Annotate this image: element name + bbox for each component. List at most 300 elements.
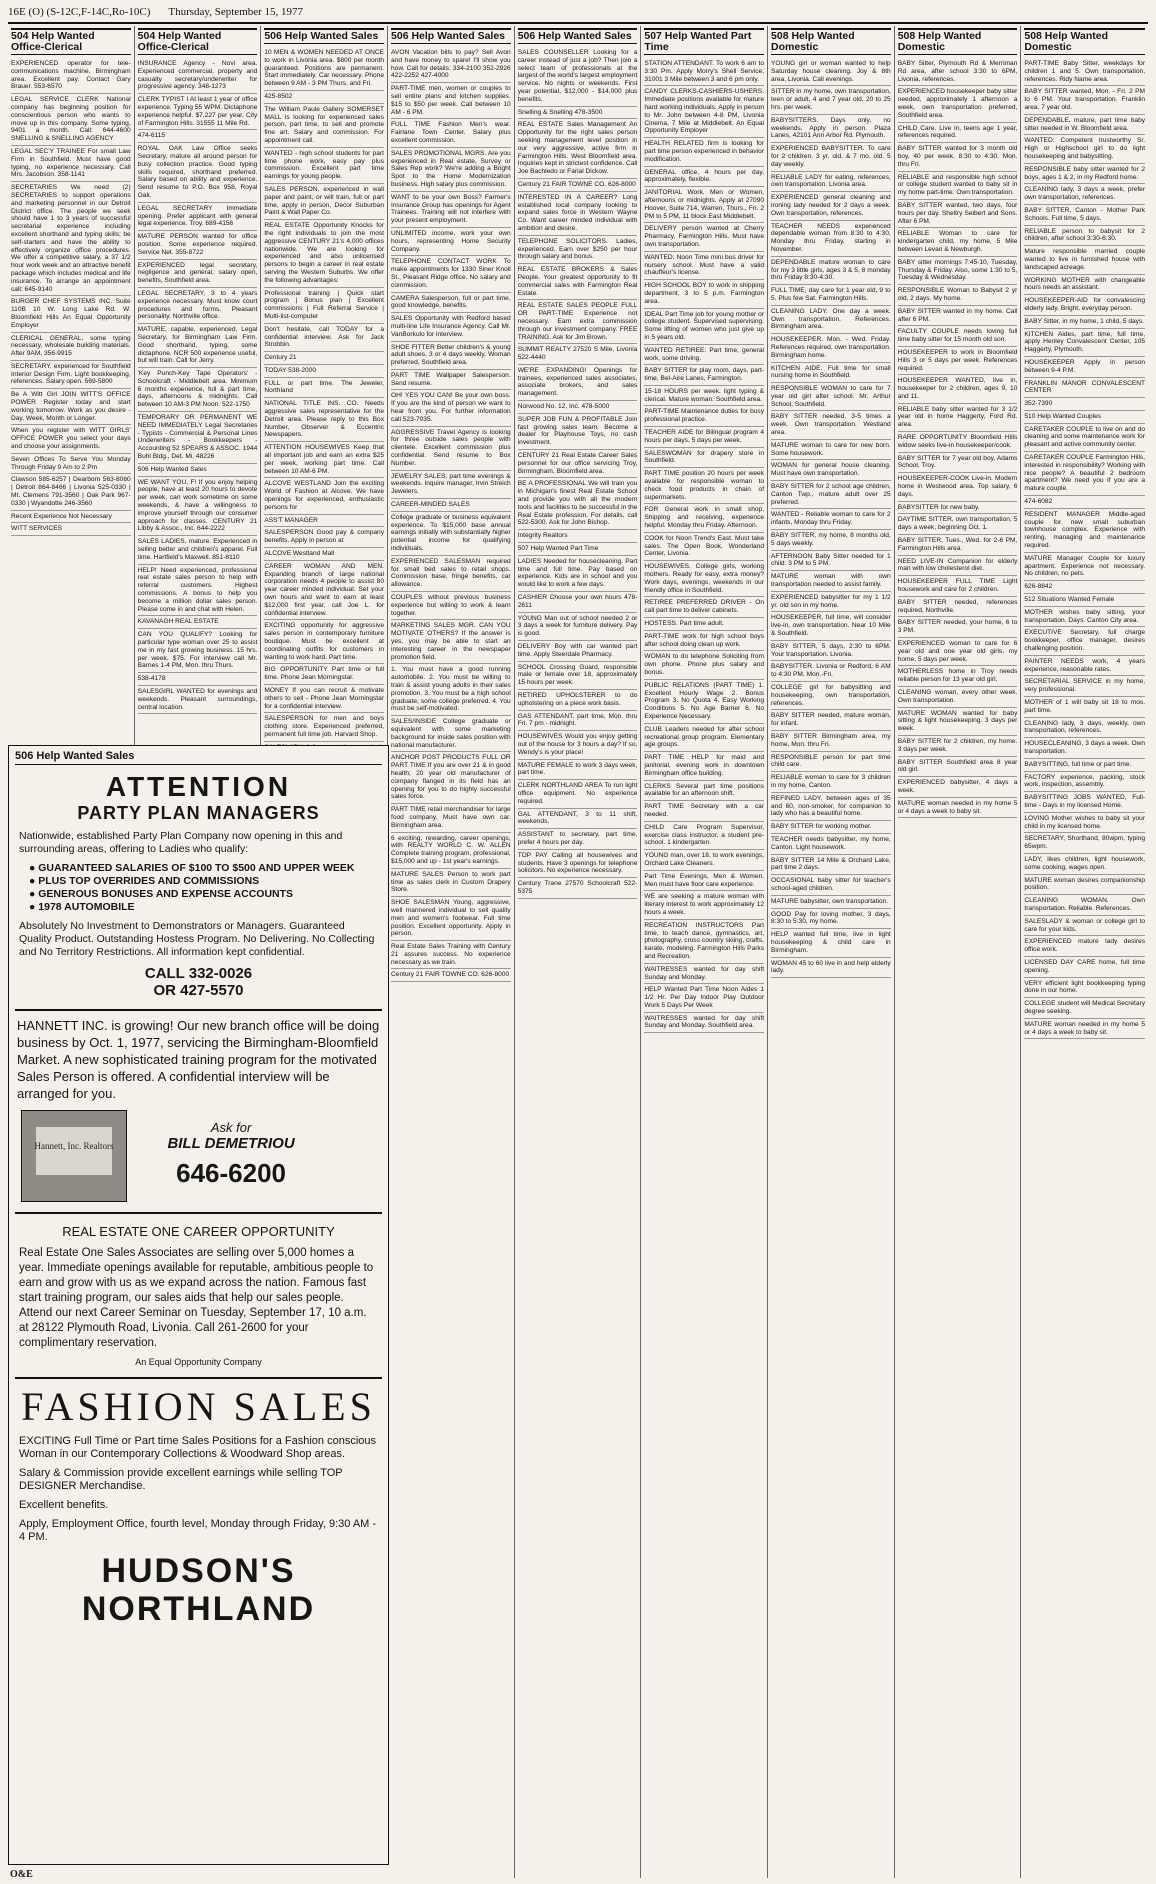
classified-ad: YOUNG Man out of school needed 2 or 3 days a week for furniture delivery. Pay is good. bbox=[518, 613, 638, 641]
divider bbox=[15, 1212, 382, 1214]
party-plan-intro: Nationwide, established Party Plan Company now opening in this and surrounding areas, offering to Ladies who qualify: bbox=[19, 830, 343, 855]
corner-code: O&E bbox=[10, 1869, 33, 1880]
classified-ad: Recent Experience Not Necessary bbox=[11, 511, 131, 524]
classified-ad: Integrity Realtors bbox=[518, 530, 638, 543]
classified-ad: SECRETARY, experienced for Southfield Interior Design Firm. Light bookkeeping, references. Salary open. 569-5800 bbox=[11, 361, 131, 389]
classified-ad: HIGH SCHOOL BOY to work in shipping department, 3 to 5 p.m. Farmington area. bbox=[644, 280, 764, 308]
classified-ad: UNLIMITED income, work your own hours, representing Home Security Company. bbox=[391, 228, 511, 256]
party-plan-heading: PARTY PLAN MANAGERS bbox=[77, 803, 320, 823]
classified-ad: OCCASIONAL baby sitter for teacher's school-aged children. bbox=[771, 875, 891, 896]
classified-ad: WOMAN 45 to 60 live in and help elderly lady. bbox=[771, 958, 891, 979]
classified-ad: MATURE woman desires companionship position. bbox=[1024, 875, 1145, 896]
classified-ad: BABY SITTER for play room, days, part-time, Bel-Aire Lanes, Farmington. bbox=[644, 365, 764, 386]
classified-ad: YOUNG girl or woman wanted to help Saturday house cleaning. Joy & 8th area, Livonia. Call evenings. bbox=[771, 58, 891, 86]
classified-ad: BABYSITTERS. Days only, no weekends. Apply in person. Plaza Lanes, 42101 Ann Arbor Rd. Plymouth. bbox=[771, 115, 891, 143]
classified-ad: IDEAL Part Time job for young mother or college student. Supervised supervising. Some lifting of women who just give up in 5 years old. bbox=[644, 309, 764, 345]
classified-ad: PUBLIC RELATIONS (PART TIME) 1. Excellent Hourly Wage 2. Bonus Program 3. No Quota 4. Easy Working Conditions 5. No Age Barrier 6. No Experience Necessary. bbox=[644, 680, 764, 724]
classified-ad: FULL TIME, day care for 1 year old, 9 to 5. Plus few Sat. Farmington Hills. bbox=[771, 285, 891, 306]
column-col1 bbox=[8, 26, 135, 765]
classified-ad: TEMPORARY OR PERMANENT WE NEED IMMEDIATELY Legal Secretaries - Typists - Commercial & Personal Lines Underwriters - Bookkeepers - Accounting 52 SPEARS & ASSOC. 1944 Buhl Bldg., Det. Mi. 48226 bbox=[138, 412, 258, 464]
classified-ad: PART TIME retail merchandiser for large food company. Must have own car. Birmingham area. bbox=[391, 804, 511, 832]
classified-ad: Snelling & Snelling 478-3500 bbox=[518, 107, 638, 120]
classified-ad: WE'RE EXPANDING! Openings for trainees, experienced sales associates, associate brokers, and sales management. bbox=[518, 365, 638, 401]
classified-ad: BURGER CHEF SYSTEMS INC. Suite 110B 10 W. Long Lake Rd. W. Bloomfield Hills An Equal Opportunity Employer bbox=[11, 296, 131, 332]
classified-ad: WORKING MOTHER with changeable hours needs an assistant. bbox=[1024, 275, 1145, 296]
classified-ad: MATURE woman with own transportation needed to assist family. bbox=[771, 571, 891, 592]
classified-ad: GOOD Pay for loving mother, 3 days, 8:30 to 5:30, my home. bbox=[771, 909, 891, 930]
eoe-note: An Equal Opportunity Company bbox=[135, 1357, 262, 1367]
fashion-sales-heading: FASHION SALES bbox=[21, 1384, 376, 1429]
benefit-item: ● 1978 AUTOMOBILE bbox=[29, 901, 368, 914]
classified-ad: RELIABLE Woman to care for kindergarten child, my home, 5 Mile between Levan & Newburgh. bbox=[898, 228, 1018, 256]
classified-ad: NEED LIVE-IN Companion for elderly man with low cholesterol diet. bbox=[898, 556, 1018, 577]
classified-ad: PART TIME HELP for maid and janitorial, evening work in downtown Birmingham office building. bbox=[644, 752, 764, 780]
classified-ad: HOUSEKEEPER to work in Bloomfield Hills 3 or 5 days per week. References required. bbox=[898, 347, 1018, 375]
classified-ad: Century 21 FAIR TOWNE CO. 626-8000 bbox=[391, 969, 511, 982]
classified-ad: LADY, likes children, light housework, some cooking, wages open. bbox=[1024, 854, 1145, 875]
section-header-sales: 506 Help Wanted Sales bbox=[15, 750, 382, 765]
section-header: 506 Help Wanted Sales bbox=[391, 28, 511, 44]
fashion-text-2: Salary & Commission provide excellent earnings while selling TOP DESIGNER Merchandise. bbox=[19, 1467, 343, 1492]
classified-ad: MATURE, capable, experienced, Legal Secretary, for Birmingham Law Firm. Good shorthand, typing, some dictaphone. NCR 500 experience useful, but will train. Call for Jerry. bbox=[138, 324, 258, 368]
classified-ad: CLUB Leaders needed for after school recreational group program. Elementary age groups. bbox=[644, 724, 764, 752]
classified-ad: BABY SITTER wanted, Mon. - Fri. 2 PM to 6 PM. Your transportation. Franklin area. 7 year old. bbox=[1024, 86, 1145, 114]
classified-ad: 'Key Punch-Key Tape Operators' - Schoolcraft - Middlebelt area. Minimum 6 months experience, full & part time, days, afternoons & midnights. Call between 10 AM-3 PM Noon. 522-1750 bbox=[138, 368, 258, 412]
classified-ad: AFTERNOON Baby Sitter needed for 1 child. 3 PM to 5 PM. bbox=[771, 551, 891, 572]
classified-ad: COLLEGE student will Medical Secretary degree seeking. bbox=[1024, 998, 1145, 1019]
classified-ad: CANDY CLERKS-CASHIERS-USHERS. Immediate positions available for mature hard working individuals. Apply in person to Mr. John between 4-8 PM, Livonia Cinema, 7 Mile at Middlebelt. An Equal Opportunity Employer bbox=[644, 86, 764, 138]
agent-photo bbox=[21, 1110, 127, 1202]
classified-ad: WAITRESSES wanted for day shift Sunday and Monday. Southfield area. bbox=[644, 1013, 764, 1034]
classified-ad: HOUSEKEEPER, full time, will consider live-in, own transportation. Near 10 Mile & Southfield. bbox=[771, 612, 891, 640]
classified-ad: SALESLADY & woman or college girl to care for your kids. bbox=[1024, 916, 1145, 937]
column-col4 bbox=[388, 26, 515, 1878]
classified-ad: TEACHER AIDE for Bilingual program 4 hours per days, 5 days per week. bbox=[644, 427, 764, 448]
classified-ad: WAITRESSES wanted for day shift Sunday and Monday. bbox=[644, 964, 764, 985]
classified-ad: WE are seeking a mature woman with literary interest to work approximately 12 hours a week. bbox=[644, 891, 764, 919]
classified-ad: Professional training | Quick start program | Bonus plan | Excellent commissions | Full Referral Service | Multi-list-computer bbox=[264, 288, 384, 324]
classified-ad: ASSISTANT to secretary, part time, prefer 4 hours per day. bbox=[518, 829, 638, 850]
classified-ad: RESPONSIBLE baby sitter wanted for 2 boys, ages 1 & 2, in my Redford home. bbox=[1024, 164, 1145, 185]
classified-ad: 474-6082 bbox=[1024, 496, 1145, 509]
classified-ad: MARKETING SALES MGR. CAN YOU MOTIVATE OTHERS? If the answer is yes, you may be able to start an interesting career in the newspaper promotion field. bbox=[391, 620, 511, 664]
classified-ad: TEACHER NEEDS experienced dependable woman from 8:30 to 4:30, Monday thru Friday, starting in November. bbox=[771, 221, 891, 257]
classified-ad: 510 Help Wanted Couples bbox=[1024, 411, 1145, 424]
classified-ad: College graduate or business equivalent experience. To $15,000 base annual earnings initially with substantially higher potential income for qualifying individuals. bbox=[391, 512, 511, 556]
fashion-text: EXCITING Full Time or Part time Sales Positions for a Fashion conscious Woman in our Contemporary Collections & Woodward Shop areas. bbox=[19, 1435, 377, 1460]
classified-ad: FULL TIME Fashion Men's wear. Fairlane Town Center. Salary plus excellent commission. bbox=[391, 119, 511, 147]
classified-ad: CARETAKER COUPLE to live on and do cleaning and some maintenance work for pleasant and active community center. bbox=[1024, 424, 1145, 452]
column-col3 bbox=[261, 26, 388, 765]
benefit-item: ● GUARANTEED SALARIES OF $100 TO $500 AND UPPER WEEK bbox=[29, 862, 368, 875]
classified-ad: BABY SITTER for 2 school age children, Canton Twp., mature adult over 25 preferred. bbox=[771, 481, 891, 509]
classified-ad: BABY SITTER, Canton - Mother Park Schools. Full time, 5 days. bbox=[1024, 205, 1145, 226]
classified-ad: DELIVERY Boy with car wanted part time. Apply Steerdale Pharmacy. bbox=[518, 641, 638, 662]
classified-ad: INTERESTED IN A CAREER? Long established local company looking to expand sales force in Western Wayne Co. Want career minded individual with ambition and desire. bbox=[518, 192, 638, 236]
classified-ad: RELIABLE LADY for eating, references, own transportation. Livonia area. bbox=[771, 172, 891, 193]
section-header: 508 Help Wanted Domestic bbox=[771, 28, 891, 55]
classified-ad: PART-TIME Maintenance duties for busy professional practice. bbox=[644, 406, 764, 427]
classified-ad: BABY SITTER needed. 3-5 times a week. Own transportation. Westland area. bbox=[771, 411, 891, 439]
classified-ad: MOTHER of 1 will baby sit 18 to mos. part time. bbox=[1024, 697, 1145, 718]
classified-ad: BABY SITTER needed, your home, 6 to 3 PM. bbox=[898, 617, 1018, 638]
classified-ad: When you register with WITT GIRLS' OFFICE POWER you select your days and choose your assignments. bbox=[11, 425, 131, 453]
classified-ad: DEPENDABLE mature woman to care for my 3 little girls, ages 3 & 5, 8 monday thru Friday 8:30-4:30. bbox=[771, 257, 891, 285]
classified-ad: DAYTIME SITTER, own transportation, 5 days a week, beginning Oct. 1. bbox=[898, 514, 1018, 535]
classified-ad: SALES PERSON, experienced in wall paper and paint, or will train, full or part time, apply in person, Decor Suburban Paint & Wall Paper Co. bbox=[264, 184, 384, 220]
classified-ad: Clawson 585-6257 | Dearborn 563-8060 | Detroit 864-8466 | Livonia 525-0330 | Mt. Clemens 791-3560 | Oak Park 967-0330 | Wyandotte 246-3560 bbox=[11, 474, 131, 510]
classified-ad: WANTED RETIREE: Part time, general work, some driving. bbox=[644, 345, 764, 366]
classified-ad: BABY Sitter, in my home, 1 child, 5 days. bbox=[1024, 316, 1145, 329]
column-col6 bbox=[641, 26, 768, 1878]
section-header: 506 Help Wanted Sales bbox=[518, 28, 638, 44]
classified-ad: OH! YES YOU CAN! Be your own boss. If you are the kind of person we want to hear from you. For further information call 523-7035. bbox=[391, 390, 511, 426]
classified-ad: AGGRESSIVE Travel Agency is looking for three outside sales people with clientele. Excellent commission plus confidential. Send resume to Box Number. bbox=[391, 427, 511, 471]
classified-ad: PART TIME Secretary with a car needed. bbox=[644, 801, 764, 822]
column-col8 bbox=[895, 26, 1022, 1878]
classified-ad: 15-18 HOURS per week, light typing & clerical. Mature woman. Southfield area. bbox=[644, 386, 764, 407]
classified-ad: HOUSEKEEPER-COOK Live-in. Modern home in Westwood area. Top salary, 6 days. bbox=[898, 473, 1018, 501]
classified-ad: WE WANT YOU, F! If you enjoy helping people, have at least 20 hours to devote per week, can work sometime on some weekends, & have a willingness to improve yourself through our consumer approach for classes. CENTURY 21 Libby & Assoc., Inc. 644-2222 bbox=[138, 477, 258, 537]
classified-ad: PART TIME Wallpaper Salesperson. Send resume. bbox=[391, 370, 511, 391]
classified-ad: SECRETARIAL SERVICE in my home, very professional. bbox=[1024, 676, 1145, 697]
section-header: 508 Help Wanted Domestic bbox=[898, 28, 1018, 55]
classified-ad: LEGAL SECRETARY Immediate opening. Prefer applicant with general legal experience. Troy. 689-4156 bbox=[138, 203, 258, 231]
classified-ad: BABY SITTER for working mother. bbox=[771, 821, 891, 834]
classified-ad: Norwood No. 12, Inc. 478-5000 bbox=[518, 401, 638, 414]
classified-ad: 10 MEN & WOMEN NEEDED AT ONCE to work in Livonia area. $800 per month guaranteed. Positions are permanent. Start immediately. Car necessary. Phone between 9 AM - 3 PM Thurs. and Fri. bbox=[264, 47, 384, 91]
classified-ad: EXPERIENCED legal secretary, negligence and general, salary open, benefits, Southfield area. bbox=[138, 260, 258, 288]
classified-ad: REAL ESTATE Sales Management An Opportunity for the right sales person seeking management level position in our very aggressive, active firm in Farmington Hills. West Bloomfield area. Inquiries kept in strictest confidence. Call Joe Bachledo or Farial Dickow. bbox=[518, 119, 638, 179]
classified-ad: MATURE WOMAN wanted for baby sitting & light housekeeping. 3 days per week. bbox=[898, 708, 1018, 736]
classified-ad: CAREER WOMAN AND MEN. Expanding branch of large national corporation needs 4 people to assist 80 year career minded individual. Set your own hours and want to earn at least $12,000 first year, call Joe L. for confidential interview. bbox=[264, 561, 384, 621]
classified-ad: HOUSEWIVES Would you enjoy getting out of the house for 3 hours a day? If so, Wendy's is your place! bbox=[518, 731, 638, 759]
classified-ad: BABY sitter mornings 7:45-10, Tuesday, Thursday & Friday. Also, some 1:30 to 5, Tuesday & Wednesday. bbox=[898, 257, 1018, 285]
classified-ad: CAN YOU QUALIFY? Looking for particular type woman over 25 to assist me in my fast growing business. 15 hrs. per week. $75. For interview call Mr. Barnes 1-4 PM, Mon. thru Thurs. bbox=[138, 629, 258, 673]
ask-for-label: Ask for bbox=[210, 1120, 252, 1135]
benefit-item: ● PLUS TOP OVERRIDES AND COMMISSIONS bbox=[29, 875, 368, 888]
classified-ad: SHOE FITTER Better children's & young adult shoes. 3 or 4 days weekly. Woman preferred, Southfield area. bbox=[391, 342, 511, 370]
classified-ad: SHOE SALESMAN Young, aggressive, well mannered individual to sell quality men and women's footwear. Full time position. Excellent opportunity. Apply in person. bbox=[391, 897, 511, 941]
classified-ad: HOUSEKEEPER-AID for convalescing elderly lady. Bright, everyday person. bbox=[1024, 295, 1145, 316]
classified-ad: SALES Opportunity with Redford based multi-line Life Insurance Agency. Call Mr. VanBorkulo for interview. bbox=[391, 313, 511, 341]
classified-ad: MATURE woman to care for new born. Some housework. bbox=[771, 440, 891, 461]
classified-ad: TOP PAY Calling all housewives and students. Have 3 openings for telephone solicitors. No experience necessary. bbox=[518, 850, 638, 878]
attention-heading: ATTENTION bbox=[105, 771, 292, 802]
classified-ad: INSURANCE Agency - Novi area. Experienced commercial, property and casualty secretary/underwriter for progressive agency. 348-1273 bbox=[138, 58, 258, 94]
display-ads-block bbox=[8, 745, 389, 1865]
classified-ad: KAVANAGH REAL ESTATE bbox=[138, 616, 258, 629]
classified-ad: ANCHOR POST PRODUCTS FULL OR PART TIME If you are over 21 & in good health; 20 year old manufacturer of company flanged in its field has an opening for you to do highly successful sales force. bbox=[391, 752, 511, 804]
classified-ad: SECRETARY, Shorthand, 80wpm, typing 65wpm. bbox=[1024, 833, 1145, 854]
classified-ad: RELIABLE baby sitter wanted for 3 1/2 year old in home Haggerty, Ford Rd. area. bbox=[898, 404, 1018, 432]
classified-ad: MATURE woman needed in my home 5 or 4 days a week to baby sit. bbox=[898, 798, 1018, 819]
classified-ad: MOTHER wishes baby sitting, your transportation. Days. Canton City area. bbox=[1024, 607, 1145, 628]
classified-ad: BE A PROFESSIONAL We will train you in Michigan's finest Real Estate School and provide you with all the modern tools and facilities to be successful in the Real Estate profession. For details, call 522-5300. Ask for John Bishop. bbox=[518, 478, 638, 530]
classified-ad: HOUSEKEEPER. Mon. - Wed. Friday. References required, own transportation. Birmingham home. bbox=[771, 334, 891, 362]
classified-ad: BABY SITTER, my home, 8 months old, 5 days weekly. bbox=[771, 530, 891, 551]
section-header: 504 Help Wanted Office-Clerical bbox=[138, 28, 258, 55]
classified-ad: WANTED - Reliable woman to care for 2 infants, Monday thru Friday. bbox=[771, 509, 891, 530]
classified-ad: EXPERIENCED woman to care for 6 year old and one year old girls, my home, 5 days per week. bbox=[898, 638, 1018, 666]
classified-ad: MONEY If you can recruit & motivate others to sell - Phone Jean Morningstar for a confidential interview. bbox=[264, 685, 384, 713]
classified-ad: 352-7390 bbox=[1024, 398, 1145, 411]
classified-ad: CLERKS Several part time positions available for an afternoon shift. bbox=[644, 781, 764, 802]
classified-ad: CHILD Care Program Supervisor, exercise class instructor, a student pre-school. 1 kindergarten. bbox=[644, 822, 764, 850]
classified-ad: EXECUTIVE Secretary, full charge bookkeeper, office manager, desires challenging position. bbox=[1024, 627, 1145, 655]
classified-ad: CLERK TYPIST I At least 1 year of office experience. Typing 55 WPM. Dictaphone experience helpful. $7,227 per year. City of Farmington Hills. 31555 11 Mile Rd. bbox=[138, 94, 258, 130]
section-header: 507 Help Wanted Part Time bbox=[644, 28, 764, 55]
classified-ad: EXPERIENCED SALESMAN required for small bed sales to retail shops. Commission base, fringe benefits, car allowance. bbox=[391, 556, 511, 592]
classified-ad: CAMERA Salesperson, full or part time, good knowledge, benefits. bbox=[391, 293, 511, 314]
classified-ad: FACTORY experience, packing, stock work, inspection, assembly. bbox=[1024, 772, 1145, 793]
classified-ad: 507 Help Wanted Part Time bbox=[518, 543, 638, 556]
classified-ad: SCHOOL Crossing Guard, responsible male or female over 18, approximately 15 hours per week. bbox=[518, 662, 638, 690]
classified-ad: BABYSITTING, full time or part time. bbox=[1024, 759, 1145, 772]
classified-ad: KITCHEN Aides, part time, full time, apply Henley Convalescent Center, 105 Haggerty, Plymouth. bbox=[1024, 329, 1145, 357]
classified-ad: WOMAN to do telephone Soliciting from own phone. Phone plus salary and bonus. bbox=[644, 651, 764, 679]
classified-ad: CLEANING lady, 3 days, weekly, own transportation, references. bbox=[1024, 718, 1145, 739]
column-col5 bbox=[515, 26, 642, 1878]
classified-ad: SALES LADIES, mature. Experienced in selling better and children's apparel. Full time. Hartfield's Maxwell. 851-8110 bbox=[138, 536, 258, 564]
classified-ad: BABYSITTER. Livonia or Redford, 6 AM to 4:30 PM, Mon.-Fri. bbox=[771, 661, 891, 682]
classified-ad: DEPENDABLE, mature, part time baby sitter needed in W. Bloomfield area. bbox=[1024, 115, 1145, 136]
classified-ad: CASHIER Choose your own hours 478-2611 bbox=[518, 592, 638, 613]
classified-ad: RECREATION INSTRUCTORS Part time, to teach dance, gymnastics, art, photography, cross country skiing, crafts, karate, modeling. Farmington Hills Parks and Recreation. bbox=[644, 920, 764, 964]
classified-ad: KITCHEN AIDE. Full time for small nursing home in Southfield. bbox=[771, 363, 891, 384]
classified-ad: ASS'T MANAGER bbox=[264, 515, 384, 528]
real-estate-one-text: Real Estate One Sales Associates are selling over 5,000 homes a year. Immediate openings available for reputable, ambitious people to earn and grow with us as we expand across the nation. Famous fast start training program, our sales aids that help our sales people. Attend our next Career Seminar on Tuesday, September 17, 10 a.m. at 28122 Plymouth Road, Livonia. Call 261-2600 for your complimentary reservation. bbox=[19, 1247, 374, 1349]
alt-number: OR 427-5570 bbox=[153, 982, 244, 999]
hannett-text: HANNETT INC. is growing! Our new branch office will be doing business by Oct. 1, 1977, servicing the Birmingham-Bloomfield Market. A new sophisticated training program for the motivated Sales Person is offered. A confidential interview will be arranged for you. bbox=[17, 1018, 380, 1101]
classified-ad: BABY SITTER wanted in my home. Call after 6 PM. bbox=[898, 306, 1018, 327]
classified-ad: HOUSEKEEPER WANTED, live in, housekeeper for 2 children, ages 9, 10 and 11. bbox=[898, 375, 1018, 403]
classified-ad: BABY SITTER needed, mature woman, for infant. bbox=[771, 710, 891, 731]
classified-ad: FACULTY COUPLE needs loving full time baby sitter for 15 month old son. bbox=[898, 326, 1018, 347]
classified-ad: ROYAL OAK Law Office seeks Secretary, mature all around person for busy collection practice. Good typing skills required, shorthand preferred. Salary based on ability and experience. Send resume to P.O. Box 958, Royal Oak. bbox=[138, 143, 258, 203]
classified-ad: BABY SITTER needed, references required, Northville. bbox=[898, 597, 1018, 618]
classified-ad: CLERICAL GENERAL, some typing necessary, wholesale building materials. After 9AM, 356-9915 bbox=[11, 333, 131, 361]
classified-ad: BABYSITTING JOBS WANTED, Full-time - Days in my licensed Home. bbox=[1024, 792, 1145, 813]
benefit-item: ● GENEROUS BONUSES AND EXPENSE ACCOUNTS bbox=[29, 888, 368, 901]
page-folio bbox=[8, 6, 1148, 24]
classified-ad: YOUNG man, over 18, to work evenings, Orchard Lake Cleaners. bbox=[644, 850, 764, 871]
hannett-contact-row bbox=[15, 1106, 382, 1202]
classified-ad: SUPER JOB FUN & PROFITABLE Join fast growing sales team. Become a dealer for Playhouse Toys, no cash investment. bbox=[518, 414, 638, 450]
ask-for-block bbox=[167, 1120, 294, 1189]
classified-ad: EXCITING opportunity for aggressive sales person in contemporary furniture boutique. Must be excellent at coordinating outfits for customers in wanting to work hard. Part time. bbox=[264, 620, 384, 664]
section-header: 504 Help Wanted Office-Clerical bbox=[11, 28, 131, 55]
classified-ad: BABY SITTER, 5 days, 2:30 to 6PM. Your transportation. Livonia. bbox=[771, 641, 891, 662]
classified-ad: Seven Offices To Serve You Monday Through Friday 9 Am to 2 Pm bbox=[11, 454, 131, 475]
classified-ad: 538-4178 bbox=[138, 673, 258, 686]
section-header: 508 Help Wanted Domestic bbox=[1024, 28, 1145, 55]
classified-ad: BABYSITTER for new baby. bbox=[898, 502, 1018, 515]
classified-ad: SUMMIT REALTY 27520 S Mile, Livonia 522-4440 bbox=[518, 344, 638, 365]
classified-ad: 626-8842 bbox=[1024, 581, 1145, 594]
classified-ad: EXPERIENCED general cleaning and ironing lady needed for 2 days a week. Own transportation, references. bbox=[771, 192, 891, 220]
classified-ad: SALES/INSIDE College graduate or equivalent with some marketing background for inside sales position with national manufacturer. bbox=[391, 716, 511, 752]
classified-ad: MATURE PERSON wanted for office position. Some experience required. Service Net. 355-8722 bbox=[138, 231, 258, 259]
classified-ad: BIG OPPORTUNITY Part time or full time. Phone Jean Morningstar. bbox=[264, 664, 384, 685]
classified-ad: WANT to be your own Boss? Farmer's Insurance Group has openings for Agent Trainees. Training will not interfere with your present employment. bbox=[391, 192, 511, 228]
classified-ad: ALCOVE WESTLAND Join the exciting World of Fashion at Alcove. We have openings for experienced, enthusiastic persons for bbox=[264, 478, 384, 514]
classified-ad: CLEANING WOMAN. Own transportation. Reliable. References. bbox=[1024, 895, 1145, 916]
folio-code: 16E (O) (S-12C,F-14C,Ro-10C) bbox=[8, 6, 151, 18]
party-plan-note: Absolutely No Investment to Demonstrators or Managers. Guaranteed Quality Product. Outstanding Hostess Program. No Delivering. No Collecting and No Territory Restrictions. All information kept confidential. bbox=[19, 920, 375, 958]
classified-ad: RELIABLE person to babysit for 2 children, after school 3:30-6:30. bbox=[1024, 226, 1145, 247]
classified-ad: RESIDENT MANAGER Middle-aged couple for new small suburban townhouse complex. Experience with renting, managing and maintenance required. bbox=[1024, 509, 1145, 553]
classified-ad: HELP wanted full time, live in light housekeeping & child care in Birmingham. bbox=[771, 929, 891, 957]
classified-ad: HELP Wanted Part Time Noon Aides 1 1/2 Hr. Per Day Indoor Play Outdoor Work 5 Days Per Week bbox=[644, 984, 764, 1012]
classified-ad: HOSTESS. Part time adult. bbox=[644, 618, 764, 631]
classified-ad: TODAY 538-2000 bbox=[264, 365, 384, 378]
classified-ad: 1. You must have a good running automobile. 2. You must be willing to train & assist young adults in their sales promotion. 3. You must be a high school graduate, some college preferred. 4. You must be self-motivated. bbox=[391, 664, 511, 716]
classified-ad: SITTER in my home, own transportation, teen or adult, 4 and 7 year old, 20 to 25 hrs. per week. bbox=[771, 86, 891, 114]
classified-ad: RESPONSIBLE person for part time child care. bbox=[771, 752, 891, 773]
classified-ad: RELIABLE and responsible high school or college student wanted to baby sit in my home part-time. Own transportation. bbox=[898, 172, 1018, 200]
classified-ad: Century Trane 27570 Schoolcraft 522-5375 bbox=[518, 878, 638, 899]
classified-ad: STATION ATTENDANT. To work 6 am to 3:30 Pm. Apply Morry's Shell Service, 31001 3 Mile between 3 and 6 pm only. bbox=[644, 58, 764, 86]
classified-ad: REAL ESTATE Opportunity Knocks for the right individuals to join the most aggressive CENTURY 21's 4,000 offices nationwide. We are looking for experienced and also unlicensed persons to begin a career in real estate serving the Western Suburbs. We offer the following advantages: bbox=[264, 220, 384, 287]
classified-ad: EXPERIENCED operator for tele-communications machine. Birmingham area. Excellent pay. Contact Gary Brauer. 553-6570 bbox=[11, 58, 131, 94]
classified-ad: Don't hesitate, call TODAY for a confidential interview. Ask for Jack Strobbin. bbox=[264, 324, 384, 352]
classified-ad: JEWELRY SALES, part time evenings & weekends. Inquire manager, Irvin Streich Jewelers. bbox=[391, 471, 511, 499]
classified-ad: FOR General work in small shop. Shipping and receiving, experience helpful. Monday thru Friday. Afternoon. bbox=[644, 504, 764, 532]
classified-ad: RETIRED UPHOLSTERER to do upholstering on a piece work basis. bbox=[518, 690, 638, 711]
classified-ad: MATURE SALES Person to work part time as sales clerk in Custom Drapery Store. bbox=[391, 869, 511, 897]
classified-ad: PART-TIME work for high school boys after school doing clean up work. bbox=[644, 631, 764, 652]
classified-ad: NATIONAL TITLE INS. CO. Needs aggressive sales representative for the Detroit area. Please reply to this Box Number, Observer & Eccentric Newspapers. bbox=[264, 398, 384, 442]
classified-ad: SALES COUNSELLER Looking for a career instead of just a job? Then join a select team of professionals at the largest of the world's largest employment service. No nights or weekends. First year potential, $12,000 - $14,000 plus benefits. bbox=[518, 47, 638, 107]
classified-ad: BABY SITTER for 7 year old boy, Adams School, Troy. bbox=[898, 453, 1018, 474]
classified-ad: BABY SITTER 14 Mile & Orchard Lake, part time 2 days. bbox=[771, 855, 891, 876]
apply-text: Apply, Employment Office, fourth level, Monday through Friday, 9:30 AM - 4 PM. bbox=[19, 1518, 377, 1543]
classified-ad: GAL ATTENDANT, 3 to 11 shift, weekends. bbox=[518, 809, 638, 830]
classified-ad: BABY SITTER wanted, two days, four hours per day. Sheltry Seibert and Sons. After 6 PM. bbox=[898, 200, 1018, 228]
benefit-list bbox=[29, 862, 368, 914]
classified-ad: Part Time Evenings, Men & Women. Men must have floor care experience. bbox=[644, 871, 764, 892]
classified-ad: SECRETARIES We need (2) SECRETARIES to support operations and marketing personnel in our Detroit District office. The people we seek should have 1 to 3 years of successful secretarial experience including excellent shorthand and typing skills; be self-starters and have the ability to effectively organize office procedures. We offer a competitive salary, a 37 1/2 hour work week and an attractive benefit package which includes medical and life insurance. To arrange an appointment call: 645-9140 bbox=[11, 182, 131, 296]
classified-ad: MATURE FEMALE to work 3 days week, part time. bbox=[518, 760, 638, 781]
section-header: 506 Help Wanted Sales bbox=[264, 28, 384, 44]
classified-ad: PART TIME position 20 hours per week available for responsible woman to check food products in chain of supermarkets. bbox=[644, 468, 764, 504]
column-col9 bbox=[1021, 26, 1148, 1878]
classified-ad: RETIREE PREFERRED DRIVER - On call part time to deliver cabinets. bbox=[644, 597, 764, 618]
classified-ad: HOUSEWIVES. College girls, working mothers. Ready for easy, extra money? Work days, evenings, weekends in our friendly office in Southfield. bbox=[644, 561, 764, 597]
classified-ad: BABY SITTER Birmingham area, my home, Mon. thru Fri. bbox=[771, 731, 891, 752]
classified-ad: LADIES Needed for housecleaning. Part time and full time. Pay based on experience. Kids are in school and you would like to work a few days. bbox=[518, 556, 638, 592]
classified-ad: EXPERIENCED mature lady desires office work. bbox=[1024, 936, 1145, 957]
classified-ad: VERY efficient light bookkeeping typing done in our home. bbox=[1024, 978, 1145, 999]
classified-ad: CLEANING lady, 3 days a week, prefer own transportation, references. bbox=[1024, 184, 1145, 205]
classified-ad: MOTHERLESS home in Troy needs reliable person for 13 year old girl. bbox=[898, 666, 1018, 687]
classified-ad: MATURE woman needed in my home 5 or 4 days a week to baby sit. bbox=[1024, 1019, 1145, 1040]
classified-ad: PART-TIME Baby Sitter, weekdays for children 1 and 5. Own transportation, references. Ridy Name area. bbox=[1024, 58, 1145, 86]
classified-ad: Century 21 FAIR TOWNE CO. 626-8000 bbox=[518, 179, 638, 192]
classified-ad: COUPLES without previous business experience but willing to work & learn together. bbox=[391, 592, 511, 620]
classified-ad: MATURE Manager Couple for luxury apartment. Experience not necessary. No children, no pets. bbox=[1024, 553, 1145, 581]
classified-ad: Mature responsible married couple wanted to live in furnished house with landscaped acreage. bbox=[1024, 246, 1145, 274]
classified-ad: 474-6115 bbox=[138, 130, 258, 143]
classified-ad: DELIVERY person wanted at Cherry Pharmacy, Farmington Hills. Must have own transportation. bbox=[644, 223, 764, 251]
classified-ad: WOMAN for general house cleaning. Must have own transportation. bbox=[771, 460, 891, 481]
photo-caption-text: Hannett, Inc. Realtors bbox=[34, 1141, 114, 1151]
classified-ad: GAS ATTENDANT, part time, Mon. thru Fri. 7 pm - midnight. bbox=[518, 711, 638, 732]
divider bbox=[15, 1009, 382, 1011]
classified-ad: TEACHER needs babysitter, my home, Canton. Light housework. bbox=[771, 834, 891, 855]
classified-ad: 512 Situations Wanted Female bbox=[1024, 594, 1145, 607]
classified-ad: 6 exciting, rewarding, career openings, with REALTY WORLD C. W. ALLEN Complete training program, professional, $15,000 and up - 1st year's earnings. bbox=[391, 833, 511, 869]
classified-ad: TELEPHONE SOLICITORS. Ladies, experienced. Earn over $250 per hour through salary and bonus. bbox=[518, 236, 638, 264]
classified-ad: BABY SITTER for 2 children, my home. 3 days per week. bbox=[898, 736, 1018, 757]
ask-for-phone: 646-6200 bbox=[176, 1158, 287, 1188]
classified-ad: SALESPERSON Good pay & company benefits. Apply in person at bbox=[264, 527, 384, 548]
classified-ad: SALESPERSON for men and boys clothing store. Experienced preferred, permanent full time job. Harvard Shop. bbox=[264, 713, 384, 741]
classified-ad: RESPONSIBLE WOMAN to care for 7 year old girl after school. Mr. Arthur School. Southfield. bbox=[771, 383, 891, 411]
hudsons-logo: HUDSON'S NORTHLAND bbox=[81, 1552, 316, 1628]
classified-ad: HELP! Need experienced, professional real estate sales person to help with referral customers. Highest commissions. A bonus to help you become a million dollar sales person. Please come in and chat with Helen. bbox=[138, 565, 258, 617]
classified-ad: HOUSEKEEPER Apply in person between 9-4 P.M. bbox=[1024, 357, 1145, 378]
classified-ad: LEGAL SERVICE CLERK National company has beginning position for conscientious person who wants to move up in this company. Some typing, 9401 a month. Call: 644-4600 SNELLING & SNELLING AGENCY bbox=[11, 94, 131, 146]
real-estate-one-title: REAL ESTATE ONE CAREER OPPORTUNITY bbox=[62, 1224, 335, 1239]
classified-ad: WANTED: Noon Time mini bus driver for nursery school. Must have a valid chauffeur's license. bbox=[644, 252, 764, 280]
classified-ad: EXPERIENCED BABYSITTER. To care for 2 children. 3 yr. old. & 7 mo. old. 5 day weekly. bbox=[771, 143, 891, 171]
classified-ad: HOUSEKEEPER FULL TIME Light housework and care for 2 children. bbox=[898, 576, 1018, 597]
classified-ad: GENERAL office, 4 hours per day, approximately, flexible. bbox=[644, 167, 764, 188]
classified-ad: WITT SERVICES bbox=[11, 523, 131, 536]
classified-ad: 425-8502 bbox=[264, 91, 384, 104]
classified-ad: REAL ESTATE BROKERS & Sales People. Your greatest opportunity to fit commercial sales with Farmington Real Estate. bbox=[518, 264, 638, 300]
classified-ad: REAL ESTATE SALES PEOPLE FULL OR PART-TIME Experience not necessary. Earn extra commission through our investment company. FREE TRAINING. Ask for Jim Brown. bbox=[518, 300, 638, 344]
folio-date: Thursday, September 15, 1977 bbox=[168, 6, 304, 18]
classified-ad: TELEPHONE CONTACT WORK To make appointments for 1330 Siner Knoll St., Pleasant Ridge office. No salary and commission. bbox=[391, 256, 511, 292]
classified-ad: CARETAKER COUPLE Farmington Hills, interested in responsibility? Working with nice people? A beautiful 2 bedroom apartment? We need you if you are a mature couple. bbox=[1024, 452, 1145, 496]
classified-ad: RARE OPPORTUNITY Bloomfield Hills widow seeks live-in housekeeper/cook. bbox=[898, 432, 1018, 453]
classified-ad: EXPERIENCED babysitter, 4 days a week. bbox=[898, 777, 1018, 798]
classified-ad: BABY SITTER wanted for 3 month old boy, 40 per week. 8:30 to 4:30. Mon. thru Fri. bbox=[898, 143, 1018, 171]
classified-ad: WANTED - high school students for part time phone work, easy pay plus commission. Excellent part time earnings for young people. bbox=[264, 148, 384, 184]
classified-ad: EXPERIENCED housekeeper baby sitter needed, approximately 1 afternoon a week, own transportation preferred, Southfield area. bbox=[898, 86, 1018, 122]
classified-ad: LOVING Mother wishes to baby sit your child in my licensed home. bbox=[1024, 813, 1145, 834]
classified-ad: JANITORIAL Work. Men or Women, afternoons or midnights. Apply at 27090 Hoover, Suite 714, Warren, Thurs., Fri. 2 PM to 5 PM, 11 block East Middlebelt. bbox=[644, 187, 764, 223]
classified-ad: SALESWOMAN for drapery store in Southfield. bbox=[644, 448, 764, 469]
fashion-text-3: Excellent benefits. bbox=[19, 1499, 109, 1511]
classified-ad: LEGAL SECRETARY, 3 to 4 years experience necessary. Must know court procedures and forms. Pleasant personality. Northville office. bbox=[138, 288, 258, 324]
classified-ad: RESPONSIBLE Woman to Babysit 2 yr old, 2 days. My home. bbox=[898, 285, 1018, 306]
classified-ad: SALESGIRL WANTED for evenings and weekends. Pleasant surroundings, central location. bbox=[138, 686, 258, 714]
classified-ad: CAREER-MINDED SALES bbox=[391, 499, 511, 512]
classified-ad: AVON Vacation bills to pay? Sell Avon and have money to spare! I'll show you how. Call for details: 334-2100 352-2926 422-2252 427-4000 bbox=[391, 47, 511, 83]
classified-ad: CHILD Care. Live in, teens age 1 year, references required. bbox=[898, 123, 1018, 144]
classified-ad: LEGAL SEC'Y TRAINEE For small Law Firm in Southfield. Must have good typing, no experience necessary. Call Mrs. Jacobson. 358-1141 bbox=[11, 146, 131, 182]
classified-ad: EXPERIENCED babysitter for my 1 1/2 yr. old son in my home. bbox=[771, 592, 891, 613]
classified-ad: ATTENTION HOUSEWIVES Keep that all important job and earn an extra $25 per week, working part time. Call between 10 AM-6 PM. bbox=[264, 442, 384, 478]
classified-ad: LICENSED DAY CARE home, full time opening. bbox=[1024, 957, 1145, 978]
classified-ad: FRANKLIN MANOR CONVALESCENT CENTER bbox=[1024, 378, 1145, 399]
classified-ad: Real Estate Sales Training with Century 21 assures success. No experience necessary as we train. bbox=[391, 941, 511, 969]
column-col2 bbox=[135, 26, 262, 765]
classified-ad: MATURE babysitter, own transportation. bbox=[771, 896, 891, 909]
classified-ad: WANTED: Competent trustworthy Sr. High or Highschool girl to do light housekeeping and babysitting. bbox=[1024, 135, 1145, 163]
classified-ad: CLEANING LADY. One day a week. Own transportation. References. Birmingham area. bbox=[771, 306, 891, 334]
divider bbox=[15, 1377, 382, 1379]
classified-ad: BABY Sitter, Plymouth Rd & Merriman Rd area, after school 3:30 to 6PM, Livonia, references. bbox=[898, 58, 1018, 86]
classified-ad: ALCOVE Westland Mall bbox=[264, 548, 384, 561]
classified-ad: COOK for Noon Trend's East. Must take sales. The Open Book, Wonderland Center, Livonia. bbox=[644, 533, 764, 561]
classified-ad: CLERK NORTHLAND AREA To run light office equipment. No experience required. bbox=[518, 780, 638, 808]
classified-ad: Century 21 bbox=[264, 352, 384, 365]
